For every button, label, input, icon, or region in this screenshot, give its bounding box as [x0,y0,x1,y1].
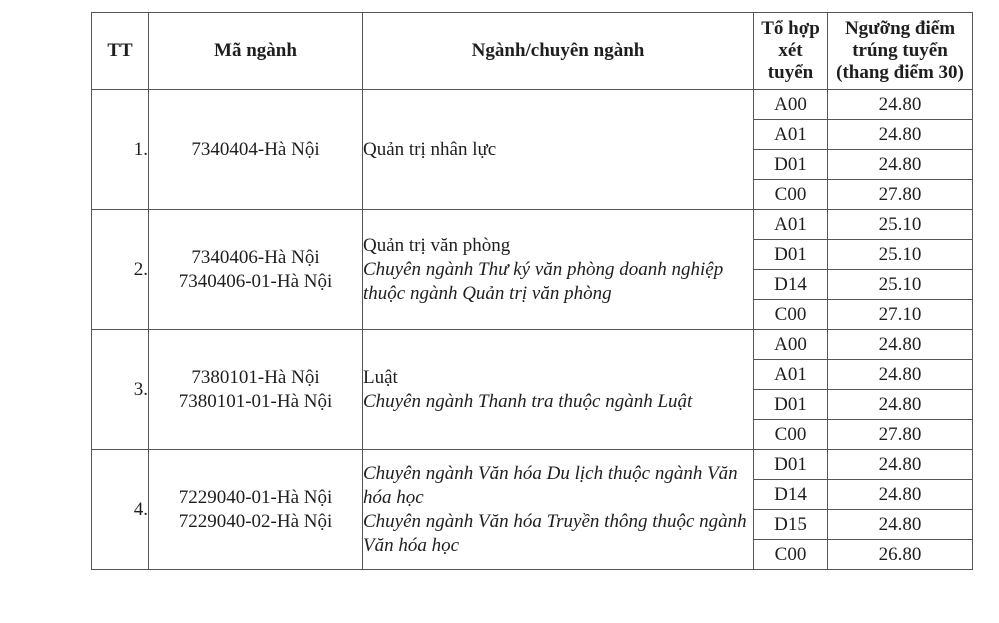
major-name-cell [363,210,754,330]
subject-combination: A00 [754,330,828,360]
threshold-score: 24.80 [828,150,973,180]
major-name-cell [363,330,754,450]
threshold-score: 24.80 [828,450,973,480]
specialization-name: Chuyên ngành Thư ký văn phòng doanh nghiệp thuộc ngành Quản trị văn phòng [363,258,724,304]
admission-score-table [91,12,973,570]
table-row [92,450,973,480]
header-subject-combination [754,13,828,90]
subject-combination: A01 [754,210,828,240]
threshold-score: 24.80 [828,390,973,420]
subject-combination: D01 [754,450,828,480]
row-number: 3. [92,330,149,450]
row-number: 2. [92,210,149,330]
major-code: 7229040-01-Hà Nội [178,486,333,508]
subject-combination: C00 [754,540,828,570]
major-code: 7380101-Hà Nội [191,366,320,388]
major-name: Luật [363,366,398,388]
major-code: 7229040-02-Hà Nội [178,510,333,532]
header-score-line: (thang điểm 30) [836,62,964,83]
table-row [92,330,973,360]
subject-combination: D01 [754,150,828,180]
header-score-line: trúng tuyển [852,40,948,61]
major-code: 7380101-01-Hà Nội [178,390,333,412]
threshold-score: 27.10 [828,300,973,330]
threshold-score: 24.80 [828,330,973,360]
threshold-score: 26.80 [828,540,973,570]
subject-combination: D14 [754,270,828,300]
major-name-cell [363,90,754,210]
specialization-name: Chuyên ngành Văn hóa Du lịch thuộc ngành Văn hóa học [363,462,738,508]
subject-combination: D01 [754,240,828,270]
specialization-name: Chuyên ngành Văn hóa Truyền thông thuộc ngành Văn hóa học [363,510,747,556]
subject-combination: D01 [754,390,828,420]
header-combo-line: tuyển [767,62,814,83]
header-threshold-score [828,13,973,90]
subject-combination: D15 [754,510,828,540]
header-tt: TT [92,13,149,90]
threshold-score: 24.80 [828,120,973,150]
header-major-name: Ngành/chuyên ngành [363,13,754,90]
threshold-score: 24.80 [828,480,973,510]
major-code-cell [149,330,363,450]
header-combo-line: xét [778,40,803,61]
header-major-code: Mã ngành [149,13,363,90]
subject-combination: A01 [754,120,828,150]
threshold-score: 27.80 [828,180,973,210]
major-code: 7340404-Hà Nội [191,138,320,160]
major-name: Quản trị văn phòng [363,234,511,256]
subject-combination: A01 [754,360,828,390]
subject-combination: D14 [754,480,828,510]
threshold-score: 25.10 [828,270,973,300]
threshold-score: 25.10 [828,210,973,240]
major-name-cell [363,450,754,570]
header-combo-line: Tổ hợp [761,18,820,39]
major-code: 7340406-Hà Nội [191,246,320,268]
header-score-line: Ngưỡng điểm [844,18,956,39]
threshold-score: 24.80 [828,360,973,390]
table-row [92,210,973,240]
specialization-name: Chuyên ngành Thanh tra thuộc ngành Luật [363,390,693,412]
header-row [92,13,973,90]
threshold-score: 25.10 [828,240,973,270]
major-code-cell [149,450,363,570]
threshold-score: 27.80 [828,420,973,450]
major-name: Quản trị nhân lực [363,138,497,160]
subject-combination: A00 [754,90,828,120]
subject-combination: C00 [754,180,828,210]
threshold-score: 24.80 [828,90,973,120]
major-code-cell [149,90,363,210]
subject-combination: C00 [754,420,828,450]
threshold-score: 24.80 [828,510,973,540]
row-number: 4. [92,450,149,570]
subject-combination: C00 [754,300,828,330]
major-code-cell [149,210,363,330]
major-code: 7340406-01-Hà Nội [178,270,333,292]
table-row [92,90,973,120]
row-number: 1. [92,90,149,210]
